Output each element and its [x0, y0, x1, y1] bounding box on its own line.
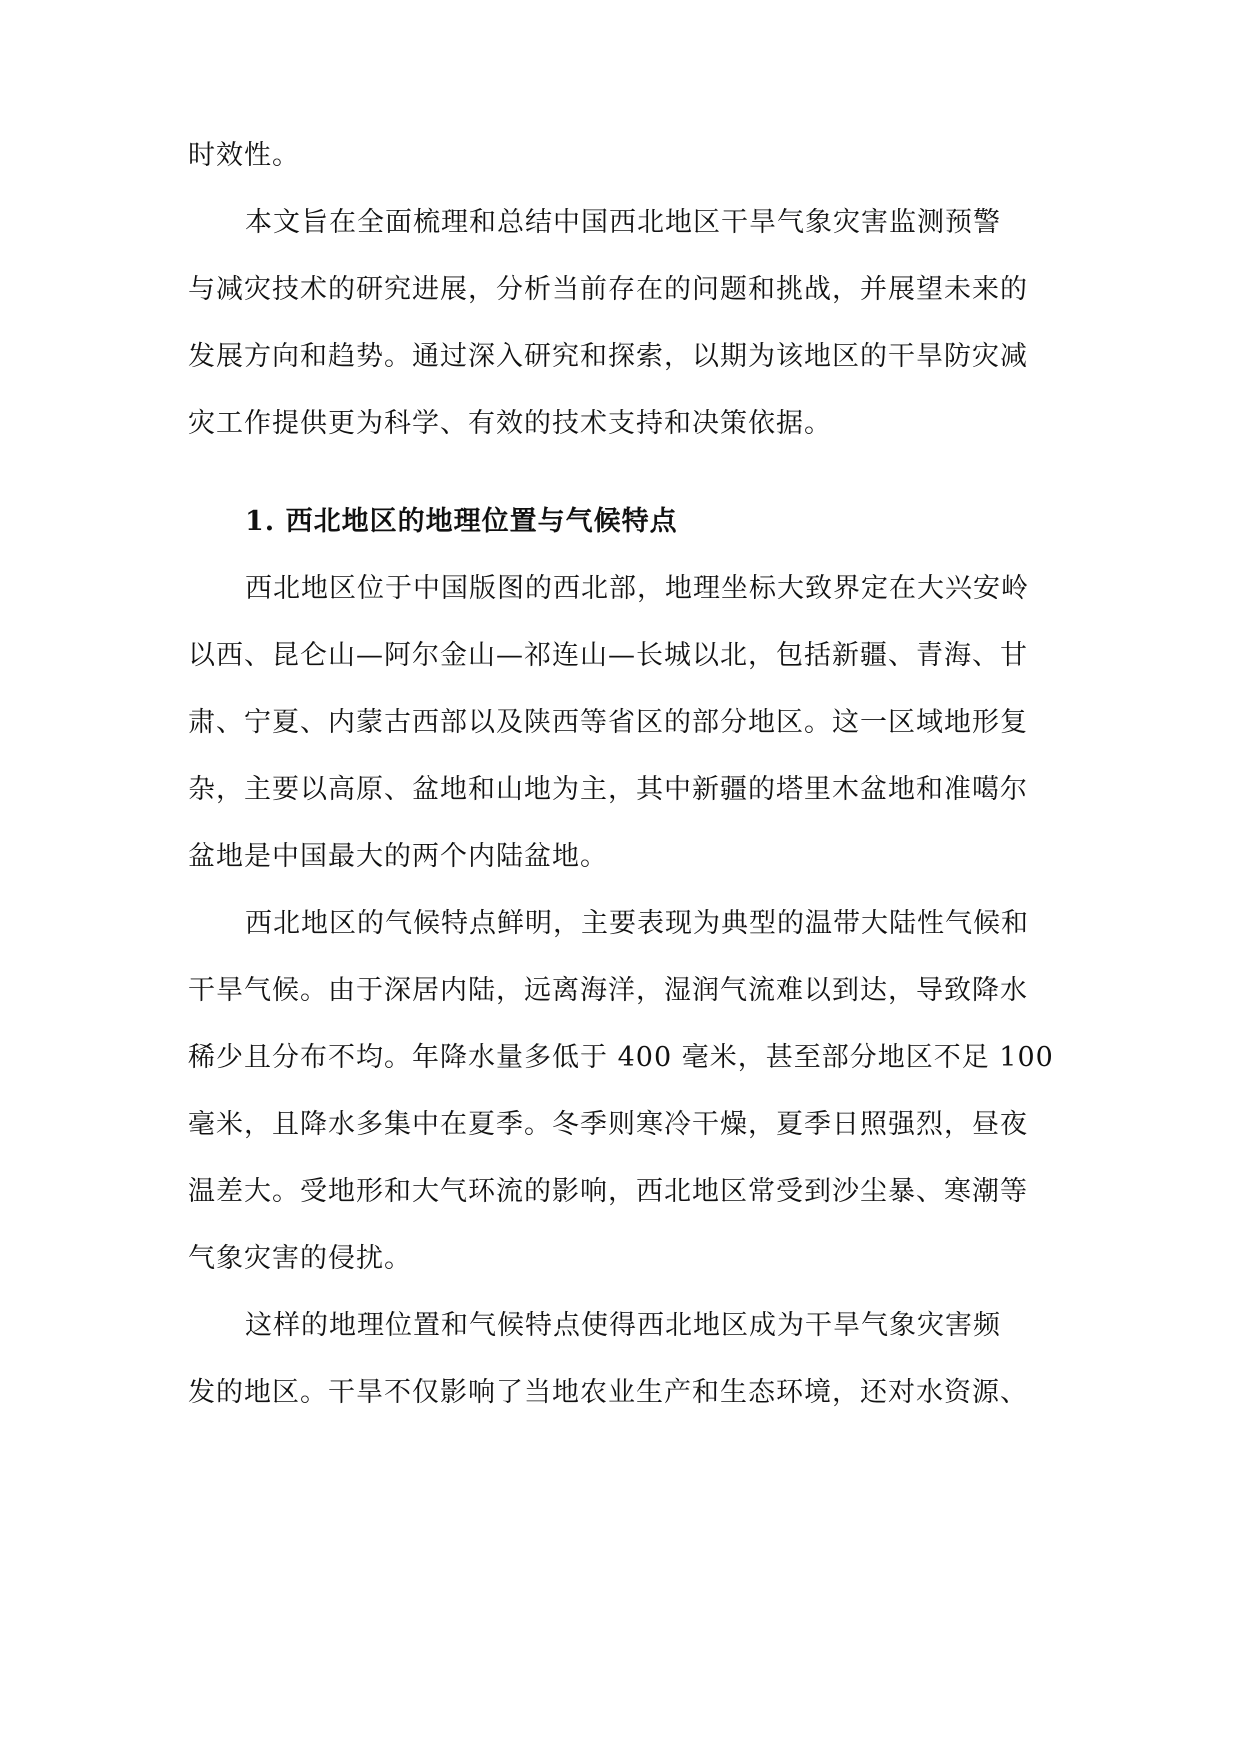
paragraph-line: 气象灾害的侵扰。 — [188, 1243, 412, 1274]
paragraph-line: 发展方向和趋势。通过深入研究和探索，以期为该地区的干旱防灾减 — [188, 341, 1028, 372]
paragraph-line: 盆地是中国最大的两个内陆盆地。 — [188, 841, 608, 872]
paragraph-line: 时效性。 — [188, 140, 300, 171]
paragraph-line: 本文旨在全面梳理和总结中国西北地区干旱气象灾害监测预警 — [245, 207, 1001, 238]
paragraph-line: 肃、宁夏、内蒙古西部以及陕西等省区的部分地区。这一区域地形复 — [188, 707, 1028, 738]
paragraph-line: 西北地区位于中国版图的西北部，地理坐标大致界定在大兴安岭 — [245, 573, 1029, 604]
paragraph-line: 稀少且分布不均。年降水量多低于 400 毫米，甚至部分地区不足 100 — [188, 1042, 1054, 1073]
section-heading: 1. 西北地区的地理位置与气候特点 — [245, 506, 678, 537]
paragraph-line: 以西、昆仑山—阿尔金山—祁连山—长城以北，包括新疆、青海、甘 — [188, 640, 1028, 671]
paragraph-line: 干旱气候。由于深居内陆，远离海洋，湿润气流难以到达，导致降水 — [188, 975, 1028, 1006]
paragraph-line: 西北地区的气候特点鲜明，主要表现为典型的温带大陆性气候和 — [245, 908, 1029, 939]
paragraph-line: 杂，主要以高原、盆地和山地为主，其中新疆的塔里木盆地和准噶尔 — [188, 774, 1028, 805]
paragraph-line: 发的地区。干旱不仅影响了当地农业生产和生态环境，还对水资源、 — [188, 1377, 1028, 1408]
paragraph-line: 温差大。受地形和大气环流的影响，西北地区常受到沙尘暴、寒潮等 — [188, 1176, 1028, 1207]
paragraph-line: 灾工作提供更为科学、有效的技术支持和决策依据。 — [188, 408, 832, 439]
paragraph-line: 这样的地理位置和气候特点使得西北地区成为干旱气象灾害频 — [245, 1310, 1001, 1341]
paragraph-line: 与减灾技术的研究进展，分析当前存在的问题和挑战，并展望未来的 — [188, 274, 1028, 305]
paragraph-line: 毫米，且降水多集中在夏季。冬季则寒冷干燥，夏季日照强烈，昼夜 — [188, 1109, 1028, 1140]
